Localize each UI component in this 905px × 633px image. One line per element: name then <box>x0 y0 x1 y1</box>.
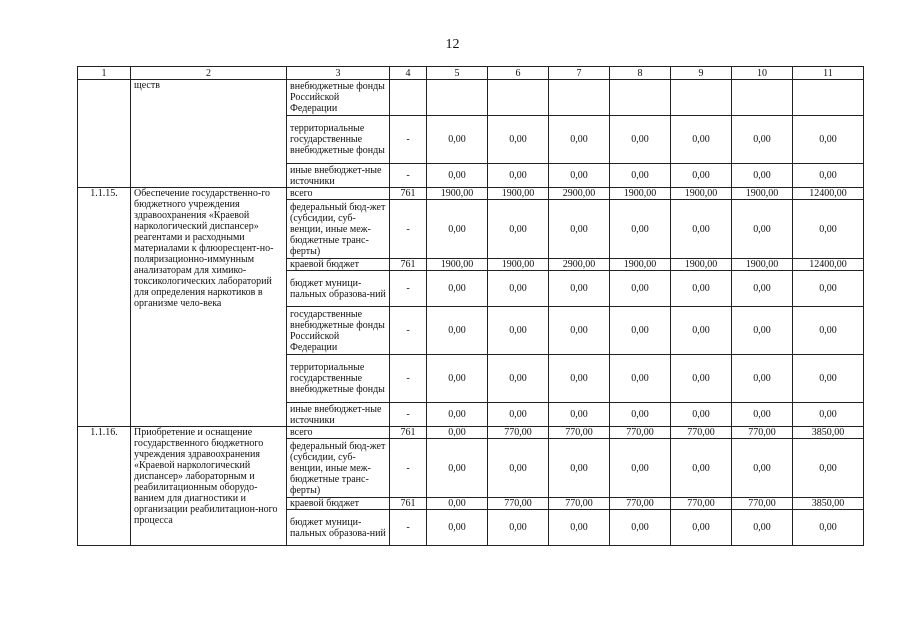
amount-cell: 0,00 <box>793 355 864 403</box>
amount-cell: 0,00 <box>671 510 732 546</box>
amount-cell: 0,00 <box>732 271 793 307</box>
amount-cell: 2900,00 <box>549 188 610 200</box>
amount-cell: 770,00 <box>488 427 549 439</box>
amount-cell: 0,00 <box>549 510 610 546</box>
funding-source: краевой бюджет <box>287 259 390 271</box>
amount-cell: 3850,00 <box>793 498 864 510</box>
amount-cell: 0,00 <box>427 307 488 355</box>
amount-cell: 1900,00 <box>671 188 732 200</box>
column-header: 11 <box>793 67 864 80</box>
funding-source: территориальные государственные внебюджетные фонды <box>287 116 390 164</box>
amount-cell: 0,00 <box>732 164 793 188</box>
budget-code-cell: - <box>390 307 427 355</box>
budget-table <box>77 66 864 546</box>
amount-cell: 770,00 <box>732 427 793 439</box>
amount-cell: 0,00 <box>427 498 488 510</box>
amount-cell: 0,00 <box>549 355 610 403</box>
amount-cell: 0,00 <box>488 271 549 307</box>
column-header: 10 <box>732 67 793 80</box>
budget-code-cell: - <box>390 439 427 498</box>
amount-cell <box>793 80 864 116</box>
amount-cell: 0,00 <box>549 116 610 164</box>
column-header-row <box>78 67 864 80</box>
amount-cell: 12400,00 <box>793 259 864 271</box>
amount-cell: 0,00 <box>427 116 488 164</box>
amount-cell: 0,00 <box>549 271 610 307</box>
amount-cell: 0,00 <box>427 439 488 498</box>
amount-cell: 0,00 <box>549 200 610 259</box>
amount-cell: 1900,00 <box>427 188 488 200</box>
amount-cell: 0,00 <box>610 200 671 259</box>
amount-cell: 0,00 <box>488 307 549 355</box>
amount-cell: 0,00 <box>427 200 488 259</box>
funding-source: территориальные государственные внебюджетные фонды <box>287 355 390 403</box>
amount-cell: 1900,00 <box>488 259 549 271</box>
budget-code-cell: - <box>390 403 427 427</box>
funding-source: всего <box>287 188 390 200</box>
amount-cell: 0,00 <box>427 355 488 403</box>
amount-cell: 0,00 <box>610 307 671 355</box>
funding-source: бюджет муници-пальных образова-ний <box>287 510 390 546</box>
item-number <box>78 80 131 188</box>
budget-code-cell: 761 <box>390 188 427 200</box>
amount-cell: 770,00 <box>549 498 610 510</box>
amount-cell: 0,00 <box>732 307 793 355</box>
amount-cell: 770,00 <box>610 498 671 510</box>
amount-cell: 0,00 <box>732 200 793 259</box>
amount-cell: 770,00 <box>610 427 671 439</box>
amount-cell: 0,00 <box>488 403 549 427</box>
funding-source: краевой бюджет <box>287 498 390 510</box>
column-header: 4 <box>390 67 427 80</box>
budget-code-cell: - <box>390 271 427 307</box>
funding-source: федеральный бюд-жет (субсидии, суб-венции, иные меж-бюджетные транс-ферты) <box>287 200 390 259</box>
column-header: 7 <box>549 67 610 80</box>
amount-cell: 0,00 <box>671 403 732 427</box>
amount-cell <box>549 80 610 116</box>
amount-cell: 0,00 <box>549 164 610 188</box>
amount-cell: 0,00 <box>671 116 732 164</box>
budget-code-cell: - <box>390 510 427 546</box>
table-row <box>78 188 864 200</box>
amount-cell: 0,00 <box>488 200 549 259</box>
amount-cell: 0,00 <box>427 164 488 188</box>
budget-code-cell: 761 <box>390 427 427 439</box>
amount-cell: 0,00 <box>732 116 793 164</box>
item-number: 1.1.16. <box>78 427 131 546</box>
column-header: 2 <box>131 67 287 80</box>
amount-cell: 0,00 <box>488 116 549 164</box>
amount-cell: 0,00 <box>610 164 671 188</box>
amount-cell: 0,00 <box>671 164 732 188</box>
funding-source: бюджет муници-пальных образова-ний <box>287 271 390 307</box>
amount-cell: 0,00 <box>488 164 549 188</box>
funding-source: всего <box>287 427 390 439</box>
column-header: 9 <box>671 67 732 80</box>
amount-cell: 0,00 <box>610 510 671 546</box>
budget-code-cell: - <box>390 355 427 403</box>
amount-cell: 0,00 <box>549 403 610 427</box>
amount-cell: 0,00 <box>610 116 671 164</box>
amount-cell: 0,00 <box>793 403 864 427</box>
amount-cell: 0,00 <box>427 427 488 439</box>
amount-cell: 770,00 <box>549 427 610 439</box>
amount-cell: 0,00 <box>732 439 793 498</box>
funding-source: государственные внебюджетные фонды Российской Федерации <box>287 307 390 355</box>
budget-code-cell: 761 <box>390 498 427 510</box>
amount-cell: 0,00 <box>793 510 864 546</box>
amount-cell: 0,00 <box>427 271 488 307</box>
amount-cell: 0,00 <box>427 510 488 546</box>
column-header: 5 <box>427 67 488 80</box>
budget-code-cell: 761 <box>390 259 427 271</box>
amount-cell: 0,00 <box>732 510 793 546</box>
amount-cell <box>732 80 793 116</box>
item-description: Приобретение и оснащение государственного бюджетного учреждения здравоохранения «Краевой наркологический диспансер» лабораторным и реабилитационным оборудо-ванием для диагностики и организации реабилитацион-ного процесса <box>131 427 287 546</box>
amount-cell: 770,00 <box>732 498 793 510</box>
budget-code-cell: - <box>390 200 427 259</box>
column-header: 3 <box>287 67 390 80</box>
amount-cell: 0,00 <box>671 355 732 403</box>
column-header: 8 <box>610 67 671 80</box>
column-header: 1 <box>78 67 131 80</box>
amount-cell: 0,00 <box>671 200 732 259</box>
amount-cell: 0,00 <box>793 439 864 498</box>
funding-source: иные внебюджет-ные источники <box>287 164 390 188</box>
amount-cell: 0,00 <box>671 271 732 307</box>
amount-cell <box>427 80 488 116</box>
amount-cell <box>671 80 732 116</box>
amount-cell: 0,00 <box>549 439 610 498</box>
amount-cell: 0,00 <box>793 116 864 164</box>
item-number: 1.1.15. <box>78 188 131 427</box>
amount-cell: 0,00 <box>610 439 671 498</box>
amount-cell: 1900,00 <box>732 188 793 200</box>
amount-cell: 0,00 <box>610 355 671 403</box>
amount-cell: 0,00 <box>793 271 864 307</box>
amount-cell: 12400,00 <box>793 188 864 200</box>
amount-cell: 0,00 <box>793 164 864 188</box>
amount-cell: 770,00 <box>671 427 732 439</box>
amount-cell: 0,00 <box>671 307 732 355</box>
amount-cell: 1900,00 <box>427 259 488 271</box>
table-body <box>78 67 864 546</box>
amount-cell: 1900,00 <box>732 259 793 271</box>
amount-cell: 0,00 <box>671 439 732 498</box>
budget-code-cell <box>390 80 427 116</box>
amount-cell: 0,00 <box>610 271 671 307</box>
amount-cell: 0,00 <box>488 355 549 403</box>
amount-cell: 1900,00 <box>610 188 671 200</box>
amount-cell <box>610 80 671 116</box>
amount-cell: 0,00 <box>549 307 610 355</box>
amount-cell: 0,00 <box>793 307 864 355</box>
amount-cell: 2900,00 <box>549 259 610 271</box>
funding-source: иные внебюджет-ные источники <box>287 403 390 427</box>
page-number: 12 <box>445 37 460 52</box>
amount-cell: 770,00 <box>671 498 732 510</box>
funding-source: федеральный бюд-жет (субсидии, суб-венции, иные меж-бюджетные транс-ферты) <box>287 439 390 498</box>
amount-cell: 0,00 <box>793 200 864 259</box>
amount-cell: 3850,00 <box>793 427 864 439</box>
funding-source: внебюджетные фонды Российской Федерации <box>287 80 390 116</box>
table-row <box>78 427 864 439</box>
amount-cell: 0,00 <box>732 403 793 427</box>
amount-cell: 0,00 <box>488 439 549 498</box>
amount-cell: 0,00 <box>488 510 549 546</box>
column-header: 6 <box>488 67 549 80</box>
item-description: Обеспечение государственно-го бюджетного учреждения здравоохранения «Краевой наркологический диспансер» реагентами и расходными материалами к флюоресцент-но-поляризационно-иммунным анализаторам для химико-токсикологических лабораторий для определения наркотиков в организме чело-века <box>131 188 287 427</box>
amount-cell: 0,00 <box>610 403 671 427</box>
budget-code-cell: - <box>390 116 427 164</box>
amount-cell: 0,00 <box>427 403 488 427</box>
amount-cell: 1900,00 <box>488 188 549 200</box>
budget-code-cell: - <box>390 164 427 188</box>
amount-cell: 1900,00 <box>671 259 732 271</box>
amount-cell: 1900,00 <box>610 259 671 271</box>
amount-cell: 0,00 <box>732 355 793 403</box>
item-description: ществ <box>131 80 287 188</box>
amount-cell: 770,00 <box>488 498 549 510</box>
amount-cell <box>488 80 549 116</box>
table-row <box>78 80 864 116</box>
